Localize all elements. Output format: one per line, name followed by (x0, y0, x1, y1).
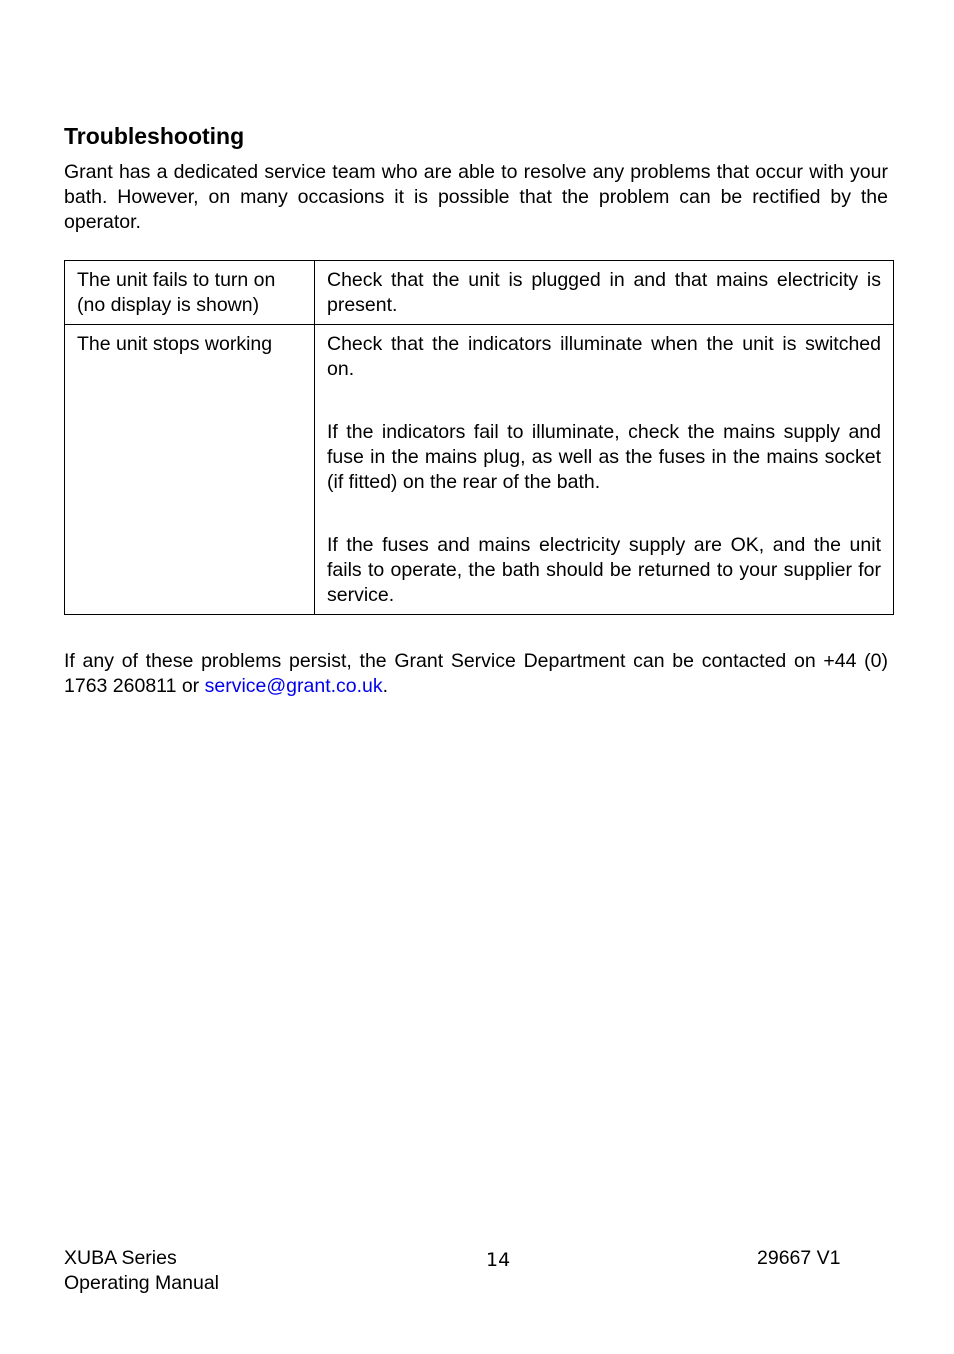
table-row (65, 325, 894, 615)
footer-series: XUBA Series (64, 1247, 177, 1269)
solution-paragraph: Check that the indicators illuminate when the unit is switched on. (327, 333, 881, 380)
intro-paragraph: Grant has a dedicated service team who are able to resolve any problems that occur with your bath. However, on many occasions it is possible that the problem can be rectified by the operator. (64, 161, 888, 233)
contact-paragraph (64, 649, 888, 699)
solution-paragraph: Check that the unit is plugged in and that mains electricity is present. (327, 269, 881, 316)
page-title: Troubleshooting (64, 123, 245, 149)
document-reference: 29667 V1 (757, 1247, 841, 1269)
troubleshooting-table (64, 260, 894, 615)
solution-paragraph: If the fuses and mains electricity supply are OK, and the unit fails to operate, the bath should be returned to your supplier for service. (327, 534, 881, 606)
footer-left (64, 1246, 219, 1296)
table-row (65, 261, 894, 325)
service-email-link[interactable]: service@grant.co.uk (204, 675, 383, 697)
page-number: 14 (486, 1249, 511, 1271)
solution-cell (315, 261, 894, 325)
footer-manual: Operating Manual (64, 1272, 220, 1294)
contact-text-end: . (382, 675, 389, 697)
contact-text: If any of these problems persist, the Grant Service Department can be contacted on +44 (0) 1763 260811 or (64, 650, 888, 697)
problem-cell: The unit fails to turn on (no display is shown) (65, 261, 315, 325)
problem-cell: The unit stops working (65, 325, 315, 615)
solution-cell (315, 325, 894, 615)
solution-paragraph: If the indicators fail to illuminate, check the mains supply and fuse in the mains plug, as well as the fuses in the mains socket (if fitted) on the rear of the bath. (327, 421, 881, 493)
